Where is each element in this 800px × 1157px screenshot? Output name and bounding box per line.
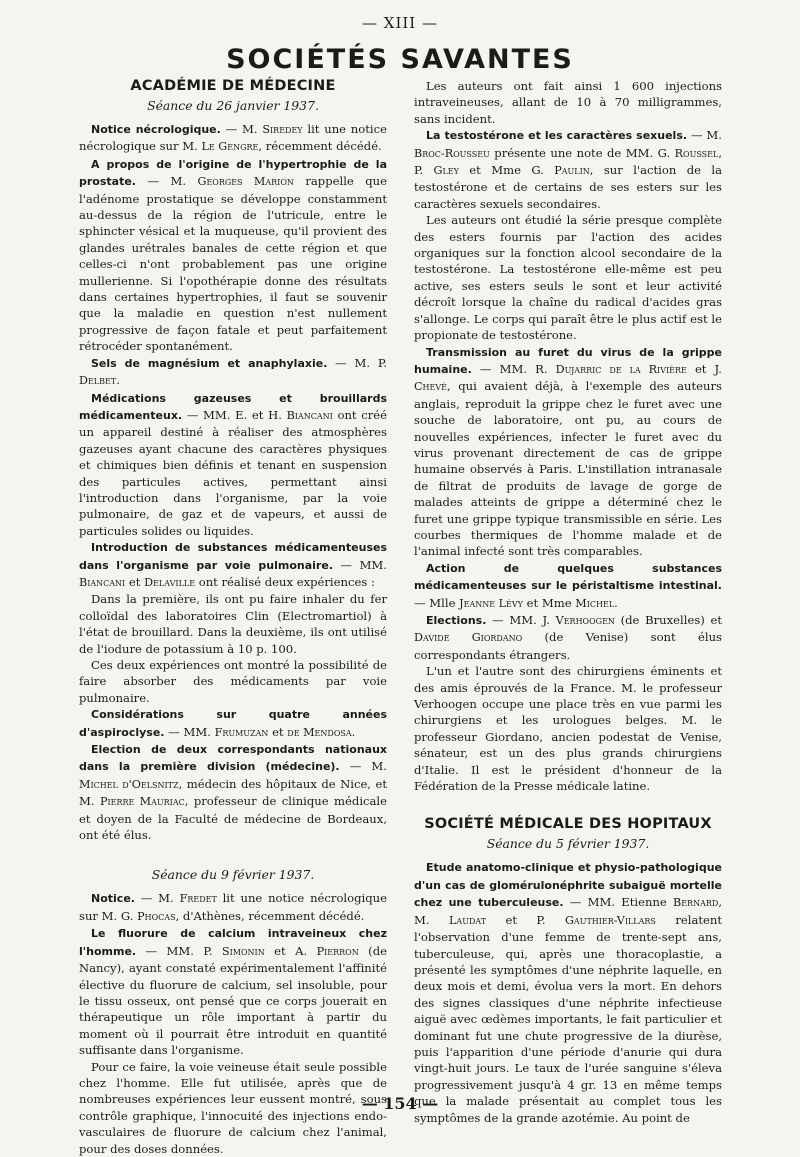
- author-name: Michel: [575, 596, 615, 610]
- session-date: Séance du 5 février 1937.: [486, 836, 650, 852]
- entry-heading: Action de quelques substances médicamenteuses sur le péristaltisme intestinal.: [414, 561, 722, 593]
- entry-heading: Médications gazeuses et brouillards médicamenteux.: [79, 391, 387, 422]
- author-name: Bernard: [673, 896, 719, 910]
- text: , récemment décédé.: [258, 139, 382, 154]
- text: ont créé un appareil destiné à réaliser des atmosphères gazeuses ayant chacune des caractères physiques et chimiques bien définis et tenant en suspension des particules actives, permettant ainsi l'introduction dans l'organisme, par la voie pulmonaire, de gaz et de vapeurs, et aussi de particules solides ou liquides.: [79, 407, 387, 538]
- page-number: — 154 —: [361, 1094, 439, 1113]
- entry-heading: Considérations sur quatre années d'aspiroclyse.: [79, 708, 387, 739]
- text: .: [116, 373, 120, 388]
- text: — MM.: [164, 724, 215, 739]
- text: — M.: [339, 759, 387, 774]
- text: (de Venise) sont élus correspondants étrangers.: [414, 630, 722, 662]
- right-column: [414, 78, 722, 1126]
- text: .: [614, 595, 618, 610]
- society-title: SOCIÉTÉ MÉDICALE DES HOPITAUX: [424, 816, 712, 833]
- text: — MM. P.: [136, 943, 222, 958]
- text: — MM. Etienne: [563, 895, 673, 910]
- author-name: Biancani: [79, 575, 126, 589]
- text: (de Nancy), ayant constaté expérimentalement l'affinité élective du fluorure de calcium, sel insoluble, pour le tissu osseux, ont pensé que ce corps jouerait en thérapeutique un rôle important à partir du moment où il pourrait être introduit en quantité suffisante dans l'organisme.: [79, 943, 387, 1058]
- author-name: Roussel: [674, 146, 719, 160]
- session-date: Séance du 26 janvier 1937.: [147, 98, 319, 113]
- author-name: Frumuzan: [214, 725, 269, 739]
- entry-heading: Elections.: [426, 614, 487, 627]
- author-name: Phocas: [137, 909, 176, 923]
- author-name: Broc-Rousseu: [414, 146, 490, 160]
- paragraph: [414, 859, 722, 1126]
- text: — M.: [135, 174, 198, 189]
- entry-heading: Notice.: [91, 892, 135, 906]
- text: — M.: [134, 891, 180, 906]
- entry-heading: Le fluorure de calcium intraveineux chez l'homme.: [79, 927, 387, 958]
- paragraph: [79, 156, 387, 355]
- entry-heading: A propos de l'origine de l'hypertrophie de la prostate.: [79, 157, 387, 189]
- text: et J.: [686, 361, 722, 376]
- paragraph: [414, 612, 722, 663]
- entry-heading: Etude anatomo-clinique et physio-pathologique d'un cas de glomérulonéphrite subaiguë mortelle chez une tuberculeuse.: [414, 861, 722, 910]
- author-name: Chevé: [414, 380, 447, 394]
- left-column: [79, 78, 387, 1157]
- text: et: [268, 724, 288, 739]
- text: et Mme: [522, 595, 576, 610]
- author-name: Jeanne Lévy: [459, 596, 523, 610]
- paragraph: Les auteurs ont fait ainsi 1 600 injections intraveineuses, allant de 10 à 70 milligrammes, sans incident.: [414, 79, 722, 126]
- author-name: de Mendosa: [287, 725, 352, 739]
- text: et P.: [486, 912, 565, 927]
- entry-heading: La testostérone et les caractères sexuels.: [426, 129, 688, 143]
- text: — MM. J.: [486, 613, 556, 627]
- section-banner: SOCIÉTÉS SAVANTES: [226, 44, 574, 75]
- entry-heading: Introduction de substances médicamenteuses dans l'organisme par voie pulmonaire.: [79, 541, 387, 572]
- text: — M. P.: [327, 355, 388, 370]
- paragraph: L'un et l'autre sont des chirurgiens éminents et des amis éprouvés de la France. M. le professeur Verhoogen occupe une place très en vue parmi les chirurgiens et les urologues belges. M. le professeur Giordano, ancien podestat de Venise, sénateur, est un des plus grands chirurgiens d'Italie. Il est le président d'honneur de la Fédération de la Presse médicale latine.: [414, 664, 722, 794]
- text: lit une notice nécrologique sur M.: [79, 122, 387, 154]
- text: — Mlle: [414, 595, 460, 610]
- text: relatent l'observation d'une femme de trente-sept ans, tuberculeuse, qui, après une thoracoplastie, a présenté les symptômes d'une néphrite laquelle, en deux mois et demi, évolua vers la mort. En dehors des signes classiques d'une néphrite infectieuse aiguë avec œdèmes importants, le fait particulier et dominant fut une chute progressive de la diurèse, puis l'apparition d'une période d'anurie qui dura vingt-huit jours. Le taux de l'urée sanguine s'éleva progressivement jusqu'à 4 gr. 13 en même temps que la malade présentait au complet tous les symptômes de la grande azotémie. Au point de: [414, 912, 723, 1125]
- session-date: Séance du 9 février 1937.: [151, 867, 315, 883]
- author-name: Biancani: [286, 408, 333, 422]
- paragraph: Dans la première, ils ont pu faire inhaler du fer colloïdal des laboratoires Clin (Electromartiol) à l'état de brouillard. Dans la deuxième, ils ont utilisé de l'iodure de potassium à 10 p. 100.: [79, 592, 387, 656]
- author-name: Siredey: [262, 123, 303, 136]
- entry-heading: Sels de magnésium et anaphylaxie.: [91, 356, 328, 370]
- text: — MM. R.: [471, 361, 556, 376]
- page-header: — XIII —: [362, 14, 438, 32]
- text: ont réalisé deux expériences :: [195, 574, 375, 589]
- author-name: Simonin: [221, 944, 265, 958]
- author-name: Davide Giordano: [414, 631, 523, 645]
- author-name: Delaville: [144, 575, 196, 589]
- paragraph: [79, 925, 387, 1058]
- paragraph: [79, 121, 387, 156]
- text: .: [351, 724, 356, 739]
- paragraph: [79, 390, 387, 540]
- paragraph: Pour ce faire, la voie veineuse était seule possible chez l'homme. Elle fut utilisée, après que de nombreuses expériences leur eussent montré, sous contrôle graphique, l'innocuité des injections endo-vasculaires de fluorure de calcium chez l'animal, pour des doses données.: [79, 1059, 387, 1156]
- text: et Mme G.: [458, 163, 555, 178]
- paragraph: [414, 560, 722, 612]
- paragraph: [79, 355, 387, 390]
- text: , professeur de clinique médicale et doyen de la Faculté de médecine de Bordeaux, ont été élus.: [79, 794, 387, 843]
- paragraph: [414, 127, 722, 212]
- text: , M.: [414, 895, 722, 927]
- author-name: Le Gengre: [201, 140, 259, 154]
- text: lit une notice nécrologique sur M. G.: [79, 891, 387, 923]
- text: rappelle que l'adénome prostatique se développe constamment au-dessus de la région de l'utricule, entre le sphincter vésical et la muqueuse, qu'il provient des glandes urétrales banales de cette région et que celles-ci n'ont probablement pas une origine mullerienne. Si l'opothérapie donne des résultats dans certaines hypertrophies, il faut se souvenir que la maladie en question n'est nullement progressive de façon fatale et peut parfaitement rétrocéder spontanément.: [79, 174, 387, 354]
- text: présente une note de MM. G.: [489, 145, 675, 160]
- author-name: Fredet: [179, 892, 217, 906]
- paragraph: [414, 344, 722, 560]
- text: et A.: [264, 943, 317, 958]
- author-name: Dujarric de la Rivière: [555, 362, 687, 376]
- paragraph: [79, 741, 387, 843]
- author-name: Pierre Mauriac: [99, 795, 185, 809]
- text: — M.: [220, 122, 263, 136]
- text: — MM.: [332, 557, 387, 572]
- paragraph: Ces deux expériences ont montré la possibilité de faire absorber des médicaments par voie pulmonaire.: [79, 658, 387, 705]
- author-name: Georges Marion: [197, 175, 294, 189]
- text: , médecin des hôpitaux de Nice, et M.: [79, 776, 387, 809]
- author-name: Laudat: [449, 913, 487, 927]
- text: , d'Athènes, récemment décédé.: [175, 908, 365, 923]
- text: — MM. E. et H.: [182, 407, 287, 422]
- paragraph: [79, 890, 387, 925]
- author-name: Paulin: [554, 164, 590, 178]
- entry-heading: Election de deux correspondants nationaux dans la première division (médecine).: [79, 743, 387, 774]
- text: , P.: [414, 145, 722, 178]
- academy-title: ACADÉMIE DE MÉDECINE: [130, 78, 336, 94]
- text: (de Bruxelles) et: [614, 613, 722, 627]
- text: , sur l'action de la testostérone et de certains de ses esters sur les caractères sexuels secondaires.: [414, 163, 722, 211]
- paragraph: [79, 706, 387, 741]
- author-name: Michel d'Oelsnitz: [79, 777, 179, 791]
- entry-heading: Notice nécrologique.: [91, 123, 221, 136]
- text: , qui avaient déjà, à l'exemple des auteurs anglais, reproduit la grippe chez le furet avec une souche de laboratoire, ont pu, au cours de nouvelles expériences, infecter le furet avec du virus provenant directement de cas de grippe humaine observés à Paris. L'instillation intranasale de filtrat de produits de lavage de gorge de malades atteints de grippe a déterminé chez le furet une grippe typique transmissible en série. Les courbes thermiques de l'homme malade et de l'animal infecté sont très comparables.: [414, 379, 722, 559]
- entry-heading: Transmission au furet du virus de la grippe humaine.: [414, 345, 722, 376]
- text: et: [125, 574, 145, 589]
- author-name: Delbet: [79, 374, 117, 388]
- author-name: Gauthier-Villars: [565, 913, 656, 927]
- paragraph: Les auteurs ont étudié la série presque complète des esters fournis par l'action des acides organiques sur la fonction alcool secondaire de la testostérone. La testostérone elle-même est peu active, ses esters seuls le sont et leur activité décroît lorsque la chaîne du radical d'acides gras s'allonge. Le corps qui paraît être le plus actif est le propionate de testostérone.: [414, 213, 722, 343]
- author-name: Gley: [433, 164, 459, 178]
- text: — M.: [687, 128, 722, 143]
- paragraph: [79, 539, 387, 591]
- author-name: Pierron: [316, 944, 359, 958]
- author-name: Verhoogen: [555, 614, 615, 627]
